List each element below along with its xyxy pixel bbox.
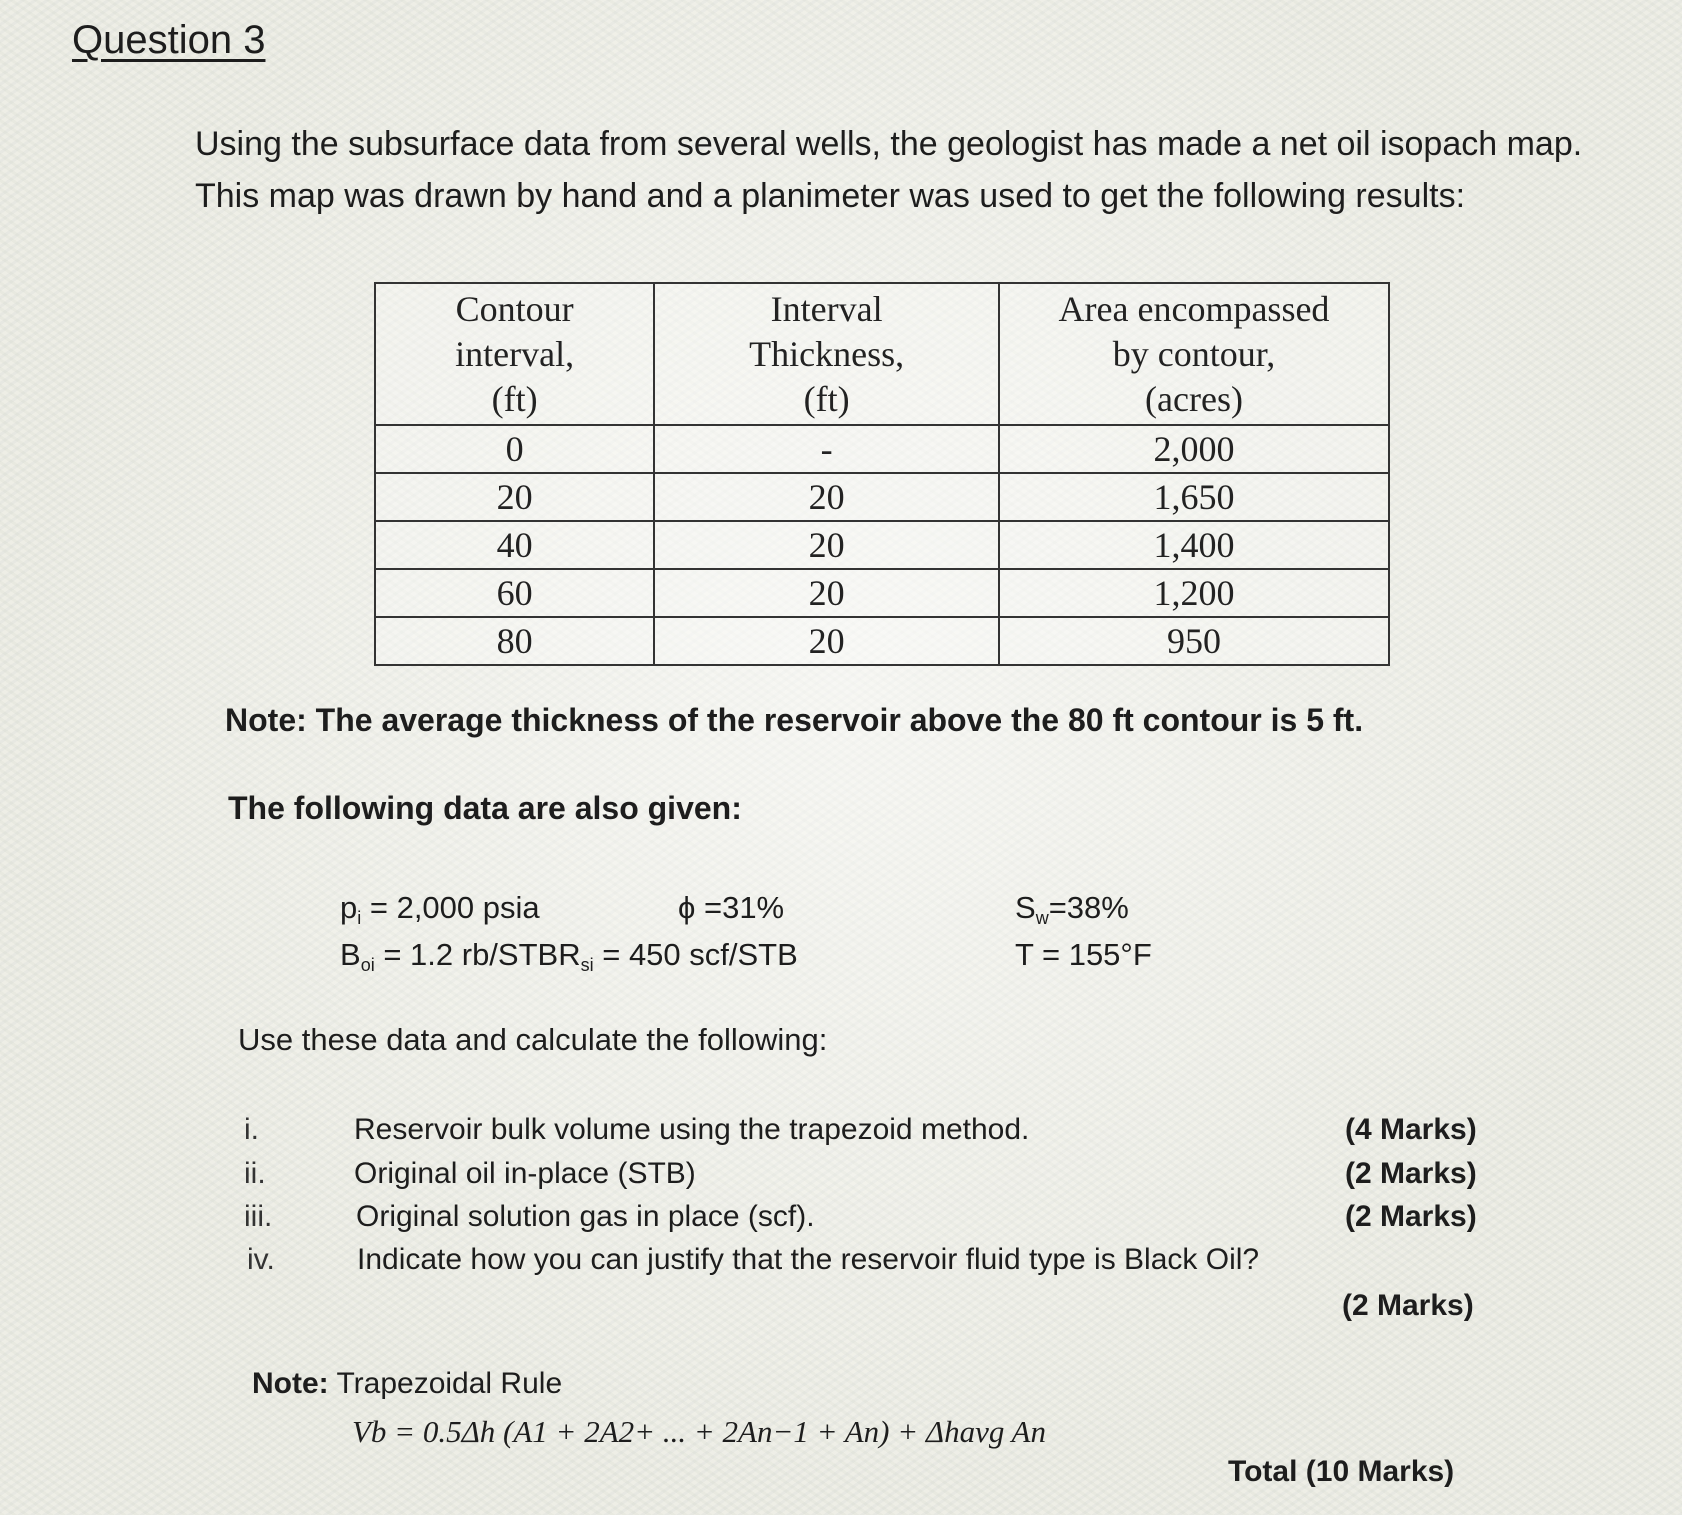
cell-contour: 20 [375,473,654,521]
cell-contour: 40 [375,521,654,569]
header-area-encompassed: Area encompassed by contour, (acres) [999,283,1389,425]
cell-thickness: 20 [654,569,999,617]
table-row [375,473,1389,521]
trapezoidal-rule-note: Note: Trapezoidal Rule [252,1367,563,1400]
table-header-row [375,283,1389,425]
question-number: ii. [244,1157,266,1190]
param-oil-fvf-and-solution-gor: $B_{oi} = 1.2$ $rb/STBR_{si} = 450$ scf/STB [340,937,798,975]
question-text: Reservoir bulk volume using the trapezoid method. [354,1113,1030,1146]
cell-thickness: 20 [654,473,999,521]
intro-paragraph: Using the subsurface data from several wells, the geologist has made a net oil isopach map. This map was drawn by hand and a planimeter was used to get the following results: [195,125,1583,215]
param-water-saturation: $S_w=38\%$ [1015,890,1129,928]
cell-area: 1,650 [999,473,1389,521]
cell-area: 1,400 [999,521,1389,569]
table-row [375,521,1389,569]
cell-area: 2,000 [999,425,1389,473]
header-interval-thickness: Interval Thickness, (ft) [654,283,999,425]
cell-contour: 80 [375,617,654,665]
table-row [375,425,1389,473]
question-text: Indicate how you can justify that the reservoir fluid type is Black Oil? [357,1243,1260,1276]
cell-area: 1,200 [999,569,1389,617]
instructions-heading: Use these data and calculate the following: [238,1022,828,1057]
cell-area: 950 [999,617,1389,665]
param-initial-pressure: $p_i = 2,000$ psia [340,890,540,928]
question-title: Question 3 [72,18,266,62]
question-text: Original solution gas in place (scf). [356,1200,815,1233]
question-marks: (2 Marks) [1345,1157,1477,1190]
question-text: Original oil in-place (STB) [354,1157,696,1190]
contour-table [374,282,1390,666]
thickness-note: Note: The average thickness of the reservoir above the 80 ft contour is 5 ft. [225,702,1364,738]
cell-thickness: - [654,425,999,473]
cell-contour: 0 [375,425,654,473]
header-contour-interval: Contour interval, (ft) [375,283,654,425]
trapezoidal-formula: Vb = 0.5Δh (A1 + 2A2+ ... + 2An−1 + An) + Δhavg An [352,1414,1046,1449]
cell-thickness: 20 [654,617,999,665]
cell-contour: 60 [375,569,654,617]
question-number: iv. [247,1243,275,1276]
question-marks: (4 Marks) [1345,1113,1477,1146]
table-row [375,569,1389,617]
total-marks: Total (10 Marks) [1228,1455,1455,1488]
param-temperature: T = 155°F [1015,937,1152,972]
given-data-heading: The following data are also given: [228,790,742,826]
table-row [375,617,1389,665]
question-number: i. [244,1113,259,1146]
question-marks: (2 Marks) [1345,1200,1477,1233]
question-marks: (2 Marks) [1342,1289,1474,1322]
question-number: iii. [244,1200,273,1233]
param-porosity: ϕ =31% [678,890,785,925]
cell-thickness: 20 [654,521,999,569]
